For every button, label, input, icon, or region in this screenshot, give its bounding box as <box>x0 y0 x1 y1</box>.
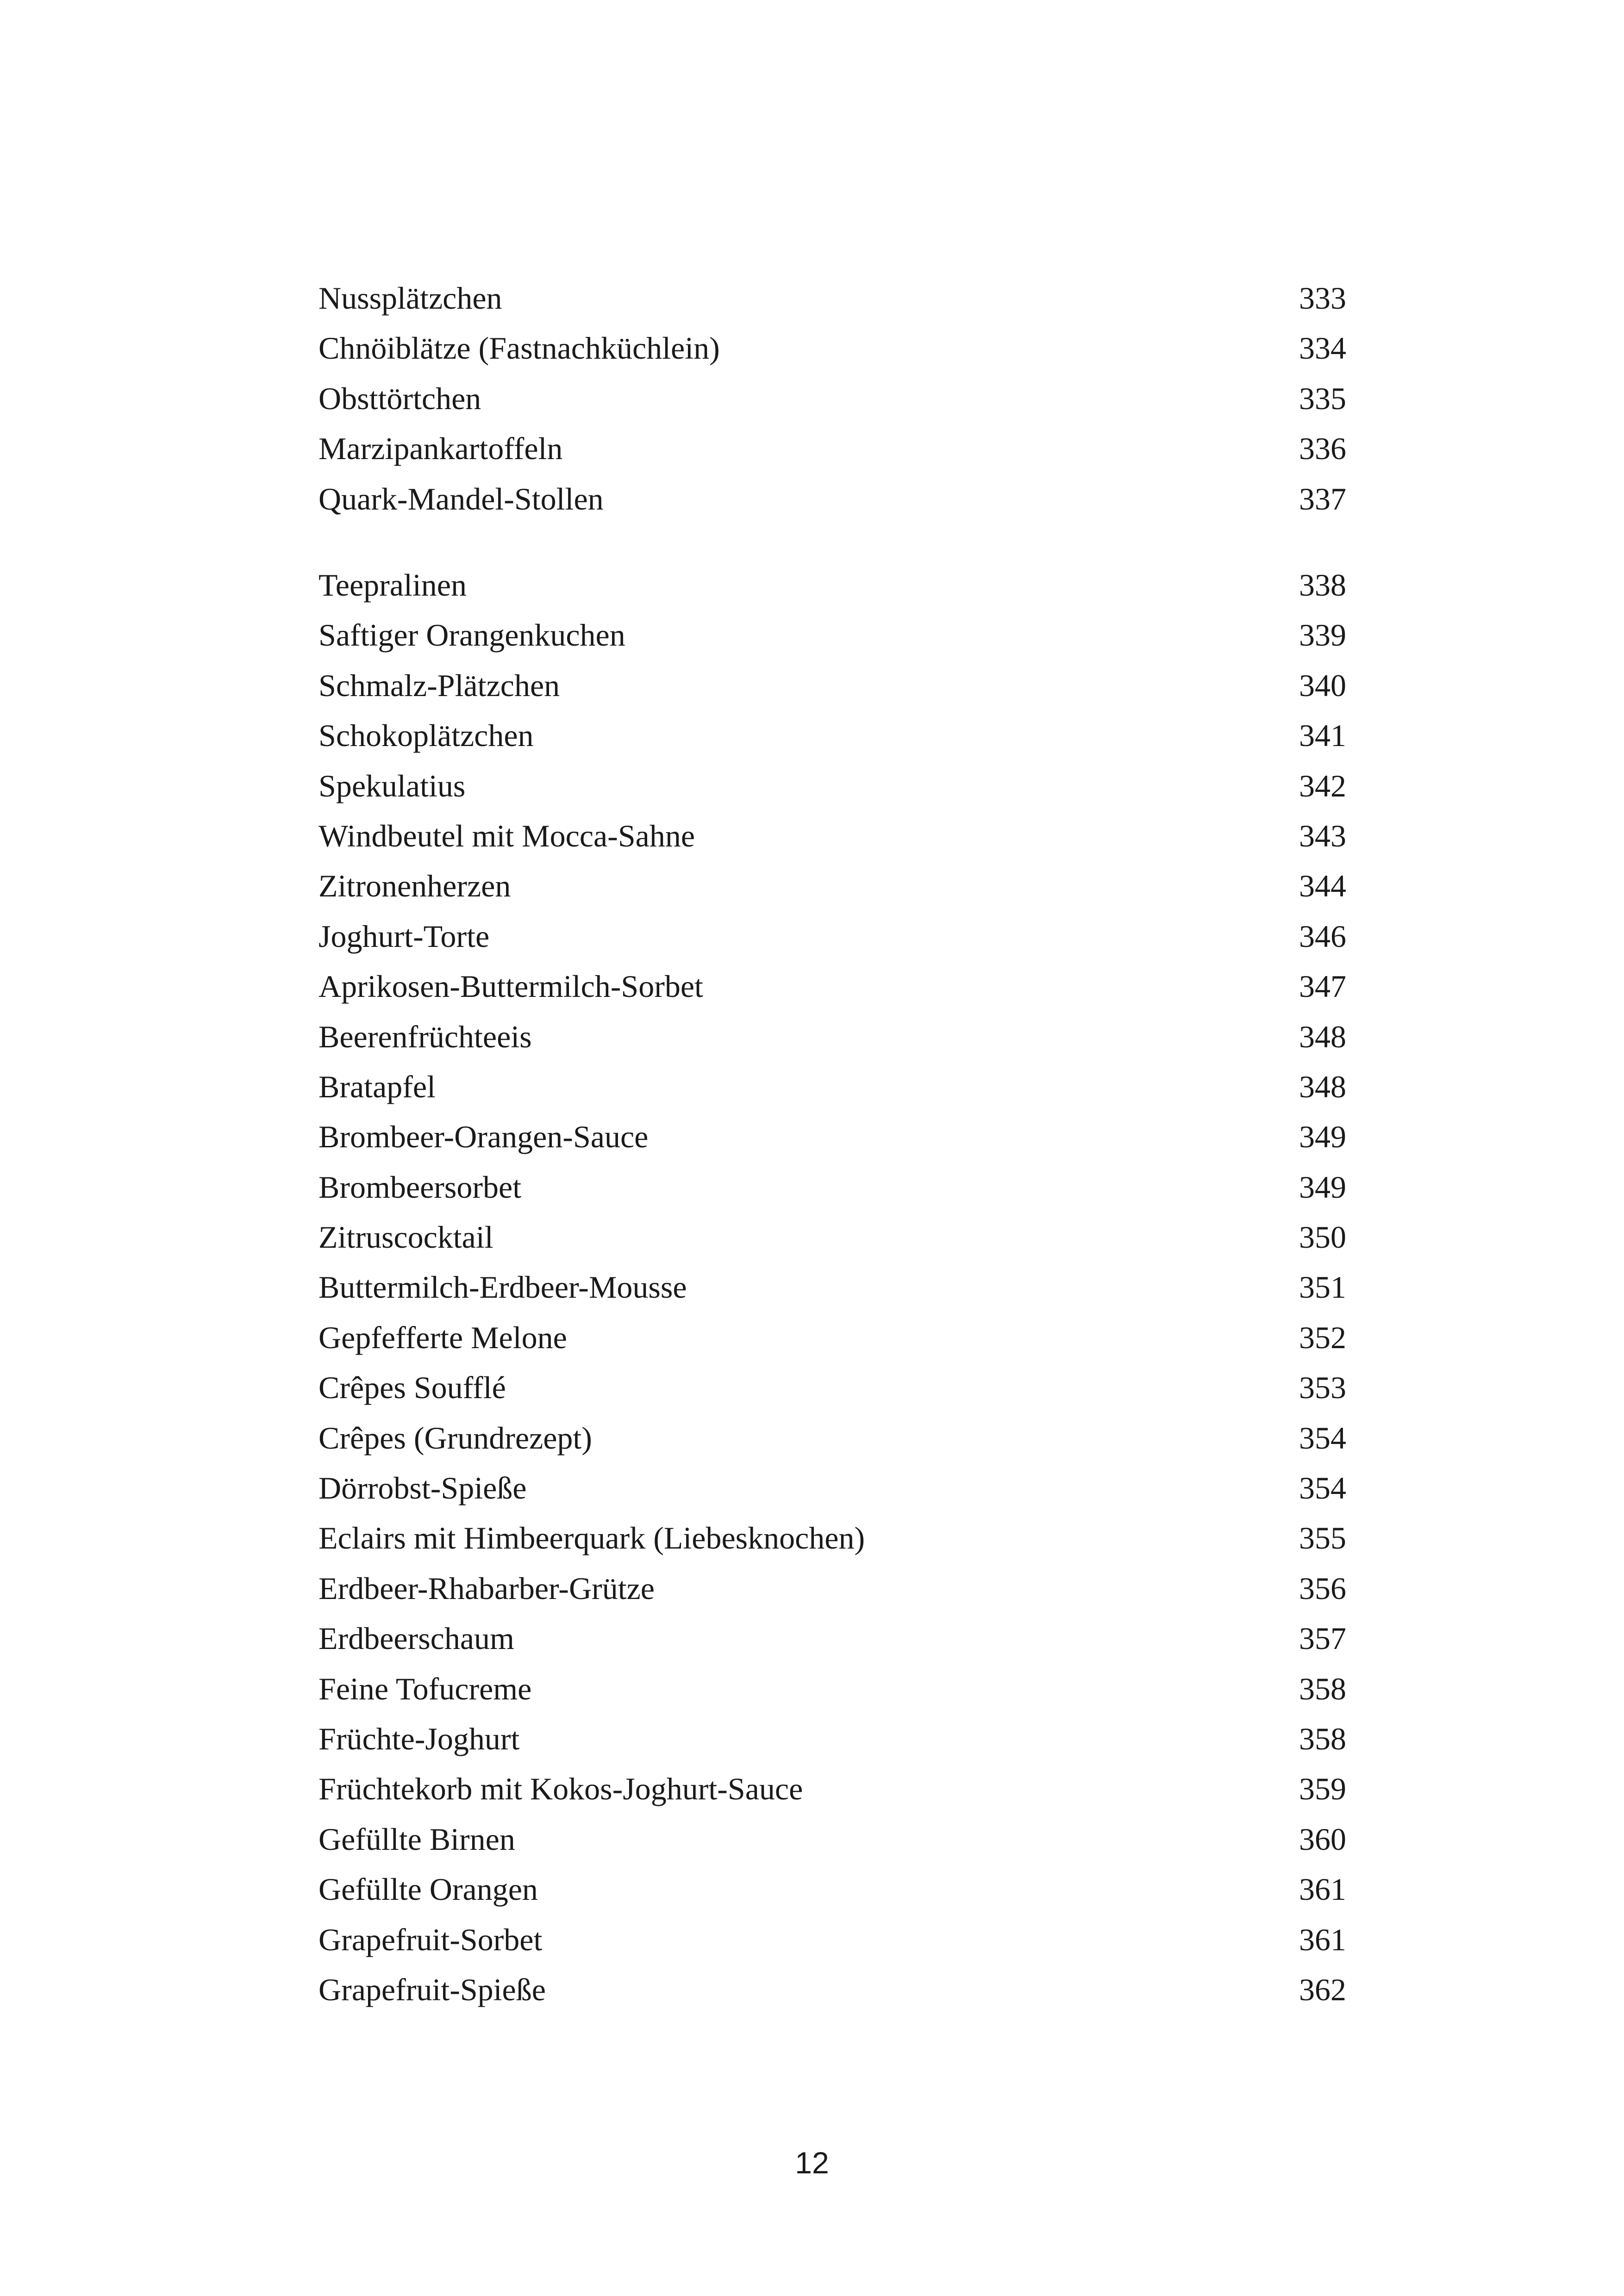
toc-entry-page: 343 <box>1299 818 1346 853</box>
toc-entry <box>319 1363 1346 1412</box>
toc-entry-title: Spekulatius <box>319 768 466 803</box>
toc-entry-title: Obsttörtchen <box>319 380 481 416</box>
toc-entry-title: Brombeer-Orangen-Sauce <box>319 1119 649 1155</box>
toc-entry-page: 342 <box>1299 768 1346 803</box>
toc-group-2 <box>319 560 1346 2015</box>
toc-entry-title: Zitronenherzen <box>319 868 511 904</box>
toc-entry <box>319 423 1346 473</box>
toc-entry-title: Crêpes Soufflé <box>319 1370 506 1406</box>
toc-entry-page: 358 <box>1299 1671 1346 1706</box>
toc-entry-page: 335 <box>1299 380 1346 416</box>
toc-entry-title: Gepfefferte Melone <box>319 1319 567 1355</box>
toc-entry-title: Früchte-Joghurt <box>319 1721 520 1756</box>
toc-entry-title: Nussplätzchen <box>319 280 502 316</box>
toc-entry <box>319 1764 1346 1814</box>
toc-entry <box>319 1062 1346 1112</box>
toc-entry <box>319 710 1346 760</box>
toc-entry <box>319 811 1346 861</box>
toc-entry-page: 358 <box>1299 1721 1346 1756</box>
toc-entry-page: 337 <box>1299 481 1346 516</box>
toc-entry-page: 344 <box>1299 868 1346 904</box>
toc-entry <box>319 1262 1346 1312</box>
toc-entry-page: 361 <box>1299 1922 1346 1957</box>
toc-entry <box>319 323 1346 373</box>
toc-entry-title: Beerenfrüchteeis <box>319 1019 532 1054</box>
toc-entry <box>319 1212 1346 1262</box>
toc-entry <box>319 474 1346 524</box>
toc-entry-title: Schmalz-Plätzchen <box>319 667 560 703</box>
toc-entry-page: 338 <box>1299 567 1346 603</box>
toc-entry-title: Früchtekorb mit Kokos-Joghurt-Sauce <box>319 1771 803 1807</box>
toc-entry <box>319 1012 1346 1062</box>
toc-entry-page: 356 <box>1299 1570 1346 1606</box>
toc-entry <box>319 1563 1346 1613</box>
toc-entry <box>319 1864 1346 1914</box>
toc-entry-page: 354 <box>1299 1470 1346 1506</box>
toc-entry-page: 348 <box>1299 1069 1346 1104</box>
toc-entry <box>319 273 1346 323</box>
toc-entry-title: Joghurt-Torte <box>319 918 490 954</box>
toc-entry <box>319 560 1346 610</box>
toc-entry-title: Quark-Mandel-Stollen <box>319 481 604 516</box>
toc-entry-page: 357 <box>1299 1621 1346 1656</box>
toc-entry <box>319 373 1346 423</box>
toc-entry-title: Teepralinen <box>319 567 467 603</box>
toc-entry <box>319 861 1346 911</box>
toc-entry-title: Crêpes (Grundrezept) <box>319 1420 592 1456</box>
toc-entry <box>319 761 1346 811</box>
toc-entry-page: 361 <box>1299 1872 1346 1907</box>
page-number: 12 <box>795 2146 829 2180</box>
toc-entry-page: 362 <box>1299 1972 1346 2007</box>
toc-entry-page: 348 <box>1299 1019 1346 1054</box>
toc-entry-page: 360 <box>1299 1821 1346 1857</box>
toc-entry-title: Erdbeer-Rhabarber-Grütze <box>319 1570 655 1606</box>
toc-entry-page: 353 <box>1299 1370 1346 1406</box>
toc-entry-title: Chnöiblätze (Fastnachküchlein) <box>319 330 720 366</box>
toc-entry-title: Bratapfel <box>319 1069 436 1104</box>
toc-entry-page: 339 <box>1299 617 1346 653</box>
toc-entry <box>319 1664 1346 1714</box>
toc-entry-title: Grapefruit-Sorbet <box>319 1922 543 1957</box>
toc-entry-page: 336 <box>1299 431 1346 467</box>
toc-entry-title: Gefüllte Birnen <box>319 1821 515 1857</box>
toc-entry <box>319 1814 1346 1864</box>
toc-entry-title: Aprikosen-Buttermilch-Sorbet <box>319 969 703 1004</box>
toc-entry-title: Marzipankartoffeln <box>319 431 563 467</box>
toc-entry-page: 349 <box>1299 1169 1346 1205</box>
toc-entry-title: Gefüllte Orangen <box>319 1872 538 1907</box>
toc-entry-page: 334 <box>1299 330 1346 366</box>
toc-group-1 <box>319 273 1346 524</box>
toc-entry <box>319 610 1346 660</box>
toc-entry <box>319 1915 1346 1965</box>
toc-entry-page: 333 <box>1299 280 1346 316</box>
toc-entry-page: 350 <box>1299 1220 1346 1255</box>
toc-entry <box>319 1413 1346 1463</box>
toc-entry <box>319 961 1346 1011</box>
toc-entry-page: 341 <box>1299 718 1346 753</box>
toc-entry-page: 349 <box>1299 1119 1346 1155</box>
toc-entry-title: Brombeersorbet <box>319 1169 522 1205</box>
toc-entry <box>319 1714 1346 1764</box>
toc-entry-title: Dörrobst-Spieße <box>319 1470 527 1506</box>
toc-entry-title: Grapefruit-Spieße <box>319 1972 546 2007</box>
toc-entry-page: 346 <box>1299 918 1346 954</box>
toc-entry-title: Eclairs mit Himbeerquark (Liebesknochen) <box>319 1520 865 1556</box>
toc-entry-page: 340 <box>1299 667 1346 703</box>
toc-entry <box>319 1965 1346 2015</box>
toc-entry-title: Feine Tofucreme <box>319 1671 532 1706</box>
toc-entry-title: Erdbeerschaum <box>319 1621 514 1656</box>
toc-entry-page: 359 <box>1299 1771 1346 1807</box>
toc-entry <box>319 911 1346 961</box>
toc-entry-page: 354 <box>1299 1420 1346 1456</box>
toc-entry <box>319 1513 1346 1563</box>
toc-entry-title: Schokoplätzchen <box>319 718 534 753</box>
toc-entry <box>319 1463 1346 1513</box>
toc-entry <box>319 1162 1346 1212</box>
toc-entry <box>319 1112 1346 1162</box>
toc-entry-title: Windbeutel mit Mocca-Sahne <box>319 818 695 853</box>
toc-entry-title: Saftiger Orangenkuchen <box>319 617 625 653</box>
toc-entry-page: 355 <box>1299 1520 1346 1556</box>
toc-entry-title: Buttermilch-Erdbeer-Mousse <box>319 1269 687 1305</box>
toc-entry-page: 352 <box>1299 1319 1346 1355</box>
toc-entry-page: 347 <box>1299 969 1346 1004</box>
toc-entry <box>319 1613 1346 1663</box>
toc-entry <box>319 1313 1346 1363</box>
toc-entry <box>319 660 1346 710</box>
toc-entry-page: 351 <box>1299 1269 1346 1305</box>
toc-entry-title: Zitruscocktail <box>319 1220 493 1255</box>
